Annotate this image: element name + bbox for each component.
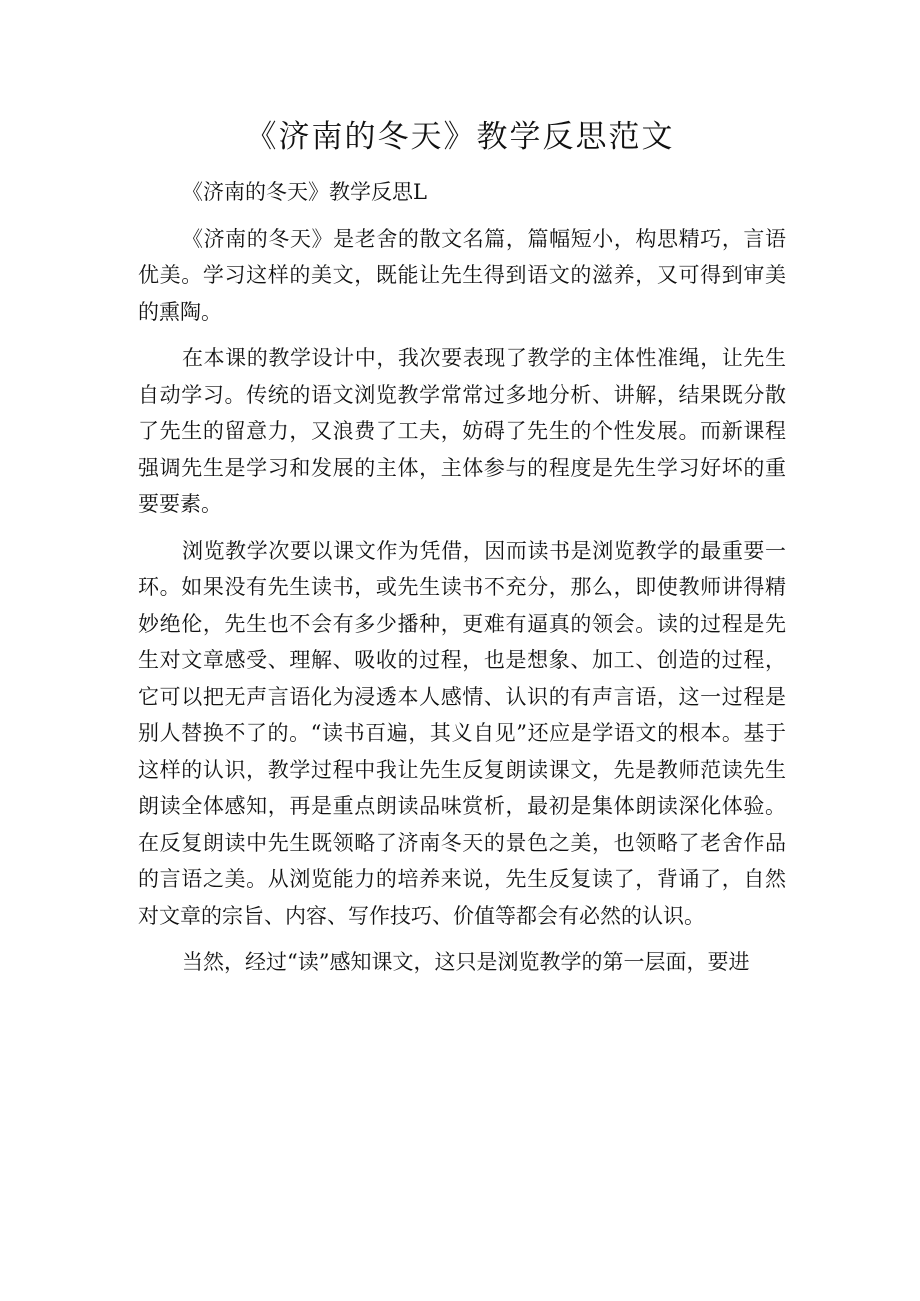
- document-body: [138, 174, 786, 991]
- paragraph-design: 在本课的教学设计中，我次要表现了教学的主体性准绳，让先生自动学习。传统的语文浏览教学常常过多地分析、讲解，结果既分散了先生的留意力，又浪费了工夫，妨碍了先生的个性发展。而新课程强调先生是学习和发展的主体，主体参与的程度是先生学习好坏的重要要素。: [138, 346, 786, 516]
- paragraph-intro: 《济南的冬天》是老舍的散文名篇，篇幅短小，构思精巧，言语优美。学习这样的美文，既能让先生得到语文的滋养，又可得到审美的熏陶。: [138, 226, 786, 324]
- paragraph-reading: 浏览教学次要以课文作为凭借，因而读书是浏览教学的最重要一环。如果没有先生读书，或先生读书不充分，那么，即使教师讲得精妙绝伦，先生也不会有多少播种，更难有逼真的领会。读的过程是先生对文章感受、理解、吸收的过程，也是想象、加工、创造的过程，它可以把无声言语化为浸透本人感情、认识的有声言语，这一过程是别人替换不了的。“读书百遍，其义自见”还应是学语文的根本。基于这样的认识，教学过程中我让先生反复朗读课文，先是教师范读先生朗读全体感知，再是重点朗读品味赏析，最初是集体朗读深化体验。在反复朗读中先生既领略了济南冬天的景色之美，也领略了老舍作品的言语之美。从浏览能力的培养来说，先生反复读了，背诵了，自然对文章的宗旨、内容、写作技巧、价值等都会有必然的认识。: [138, 538, 786, 928]
- section-heading: 《济南的冬天》教学反思L: [182, 180, 427, 204]
- paragraph-continued: 当然，经过“读”感知课文，这只是浏览教学的第一层面，要进: [182, 950, 750, 974]
- document-title: 《济南的冬天》教学反思范文: [245, 119, 675, 155]
